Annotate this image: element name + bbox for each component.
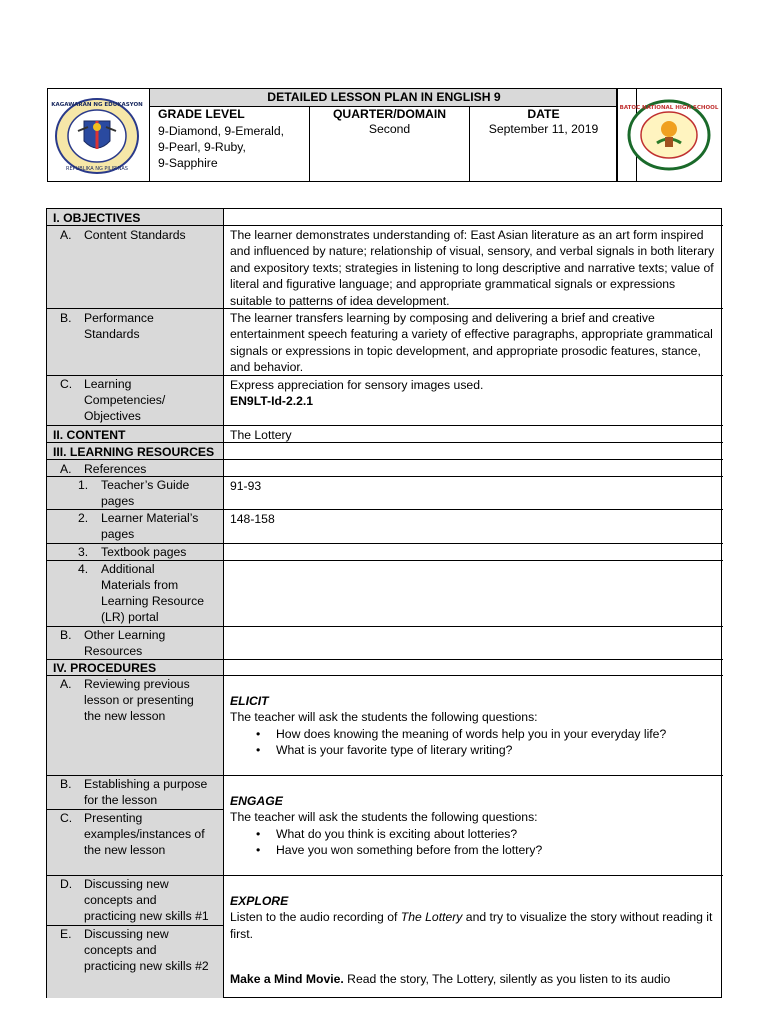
teachers-guide-label: pages (101, 494, 135, 508)
discussing-2-label: Discussing new (84, 927, 169, 941)
mind-movie-bold: Make a Mind Movie. (230, 972, 344, 987)
performance-standards-label: Standards (84, 327, 140, 341)
engage-block (224, 776, 723, 875)
table-row (47, 460, 723, 477)
date-value: September 11, 2019 (488, 122, 599, 136)
page-title: DETAILED LESSON PLAN IN ENGLISH 9 (149, 89, 618, 107)
table-row (47, 627, 723, 660)
explore-block (224, 876, 723, 998)
item-letter: A. (60, 228, 72, 242)
purpose-label: Establishing a purpose (84, 777, 208, 791)
table-row (47, 477, 723, 510)
table-row (47, 776, 723, 876)
performance-standards-text: The learner transfers learning by composing and delivering a brief and creative entertainment speech featuring a variety of effective paragraphs, appropriate grammatical signals or expressions in topic development, and appropriate prosodic features, stance, and behavior. (230, 311, 713, 375)
reviewing-label: Reviewing previous (84, 677, 190, 691)
grade-level-cell (149, 106, 309, 182)
table-row (47, 876, 723, 998)
elicit-heading: ELICIT (230, 694, 269, 708)
table-row (47, 226, 723, 309)
explore-heading: EXPLORE (230, 894, 289, 908)
discussing-1-label: practicing new skills #1 (84, 909, 209, 923)
elicit-block (224, 676, 723, 775)
mind-movie-paragraph (230, 971, 717, 987)
content-standards-label: Content Standards (84, 228, 186, 242)
competencies-label: Objectives (84, 409, 141, 423)
deped-seal-icon (51, 97, 143, 175)
item-number: 1. (78, 478, 89, 492)
competency-line: Express appreciation for sensory images used. (230, 378, 484, 392)
grade-level-line: 9-Pearl, 9-Ruby, (158, 140, 246, 154)
grade-level-value (158, 123, 284, 171)
competencies-text (224, 376, 723, 425)
list-item: • What do you think is exciting about lotteries? (276, 826, 717, 842)
grade-level-line: 9-Sapphire (158, 156, 218, 170)
competency-code: EN9LT-Id-2.2.1 (230, 394, 314, 409)
discussing-1-label: concepts and (84, 893, 157, 907)
discussing-1-label: Discussing new (84, 877, 169, 891)
presenting-label: examples/instances of (84, 827, 205, 841)
section-content: II. CONTENT (53, 428, 126, 442)
explore-text: Listen to the audio recording of (230, 910, 401, 925)
content-standards-text: The learner demonstrates understanding of: East Asian literature as an art form inspired and influenced by nature; relationship of visual, sensory, and verbal signals in both literary and expository texts; strategies in listening to long descriptive and narrative texts; value of literal and figurative language; and appropriate grammatical signals or expressions suitable to patterns of idea development. (230, 228, 715, 308)
additional-materials-label: (LR) portal (101, 610, 159, 624)
competencies-label: Competencies/ (84, 393, 166, 407)
item-number: 3. (78, 545, 89, 559)
table-row (47, 426, 723, 443)
item-letter: A. (60, 462, 72, 476)
explore-text: and try to visualize the story without reading it first. (230, 910, 713, 941)
discussing-2-label: practicing new skills #2 (84, 959, 209, 973)
item-letter: B. (60, 777, 72, 791)
section-learning-resources: III. LEARNING RESOURCES (53, 445, 215, 459)
section-procedures: IV. PROCEDURES (53, 661, 157, 675)
date-label: DATE (527, 107, 560, 121)
item-number: 2. (78, 511, 89, 525)
presenting-label: the new lesson (84, 843, 166, 857)
learner-material-label: pages (101, 527, 135, 541)
reviewing-label: lesson or presenting (84, 693, 194, 707)
elicit-intro: The teacher will ask the students the following questions: (230, 710, 538, 725)
competencies-label: Learning (84, 377, 132, 391)
list-item: • How does knowing the meaning of words help you in your everyday life? (276, 726, 717, 742)
grade-level-line: 9-Diamond, 9-Emerald, (158, 124, 284, 138)
left-seal-bottom-text: REPUBLIKA NG PILIPINAS (66, 166, 128, 172)
item-letter: C. (60, 811, 73, 825)
textbook-pages-label: Textbook pages (101, 545, 187, 559)
teachers-guide-label: Teacher’s Guide (101, 478, 190, 492)
table-row (47, 209, 723, 226)
additional-materials-label: Additional (101, 562, 155, 576)
table-row (47, 309, 723, 376)
quarter-value: Second (368, 122, 411, 136)
table-row (47, 544, 723, 561)
item-letter: E. (60, 927, 72, 941)
other-resources-label: Resources (84, 644, 143, 658)
additional-materials-label: Materials from (101, 578, 179, 592)
explore-paragraph (230, 909, 717, 942)
quarter-cell (309, 106, 469, 182)
item-letter: D. (60, 877, 73, 891)
lesson-plan-table (46, 208, 722, 998)
table-row (47, 660, 723, 676)
item-number: 4. (78, 562, 89, 576)
table-row (47, 676, 723, 776)
engage-heading: ENGAGE (230, 794, 283, 808)
reviewing-label: the new lesson (84, 709, 166, 723)
mind-movie-text: Read the story, The Lottery, silently as you listen to its audio (343, 972, 671, 987)
table-row (47, 376, 723, 426)
list-item: • What is your favorite type of literary writing? (276, 742, 717, 758)
content-value: The Lottery (230, 428, 292, 442)
item-letter: B. (60, 628, 72, 642)
engage-intro: The teacher will ask the students the following questions: (230, 810, 538, 825)
teachers-guide-value: 91-93 (230, 479, 262, 493)
item-letter: B. (60, 311, 72, 325)
learner-material-label: Learner Material’s (101, 511, 199, 525)
discussing-2-label: concepts and (84, 943, 157, 957)
school-seal-text: BATOC NATIONAL HIGH SCHOOL (619, 105, 719, 111)
story-title: The Lottery (400, 910, 463, 925)
quarter-label: QUARTER/DOMAIN (332, 107, 447, 121)
item-letter: A. (60, 677, 72, 691)
presenting-label: Presenting (84, 811, 143, 825)
additional-materials-label: Learning Resource (101, 594, 204, 608)
lesson-plan-header (47, 88, 637, 182)
table-row (47, 443, 723, 460)
school-seal-cell (616, 88, 722, 182)
purpose-label: for the lesson (84, 793, 158, 807)
item-letter: C. (60, 377, 73, 391)
school-seal-icon (619, 99, 719, 171)
section-objectives: I. OBJECTIVES (53, 211, 141, 225)
list-item: • Have you won something before from the lottery? (276, 842, 717, 858)
grade-level-label: GRADE LEVEL (158, 107, 245, 121)
table-row (47, 561, 723, 627)
table-row (47, 510, 723, 544)
date-cell (469, 106, 617, 182)
references-label: References (84, 462, 147, 476)
performance-standards-label: Performance (84, 311, 154, 325)
other-resources-label: Other Learning (84, 628, 166, 642)
learner-material-value: 148-158 (230, 512, 275, 526)
left-seal-top-text: KAGAWARAN NG EDUKASYON (51, 102, 143, 108)
